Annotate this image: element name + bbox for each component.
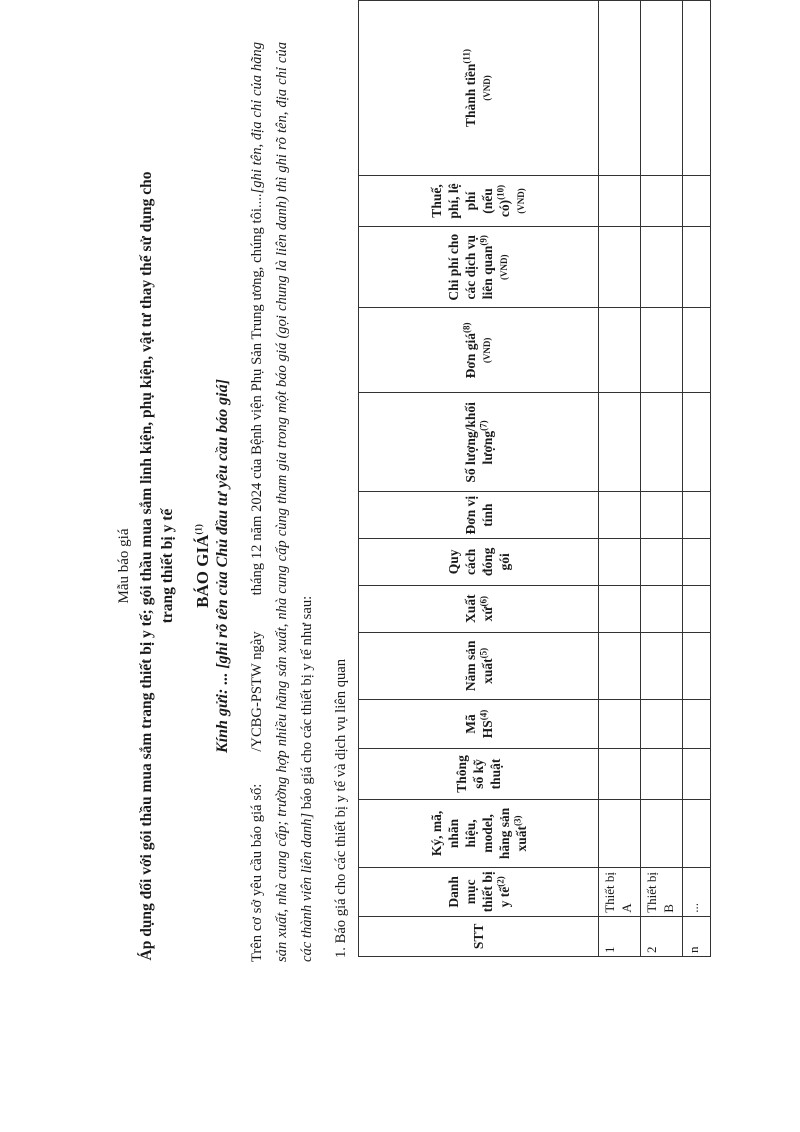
- header-total-currency: (VND): [481, 75, 492, 101]
- table-cell: [641, 748, 683, 799]
- header-taxes-fees: Thuế, phí, lệ phí (nếu có)$^{(10)}$ (VND): [359, 176, 599, 227]
- table-cell: [599, 393, 641, 492]
- table-row: [683, 1, 711, 957]
- header-quantity: Số lượng/khối lượng$^{(7)}$: [359, 393, 599, 492]
- header-specifications: Thông số kỹ thuật: [359, 748, 599, 799]
- table-cell: [599, 226, 641, 307]
- form-label: Mẫu báo giá: [116, 528, 132, 604]
- table-cell: [641, 492, 683, 539]
- table-cell: [641, 308, 683, 393]
- basis-part-5: báo giá cho các thiết bị y tế như sau:: [299, 595, 315, 810]
- header-service-cost: Chi phí cho các dịch vụ liên quan$^{(9)}$ (VND): [359, 226, 599, 307]
- table-cell: [599, 176, 641, 227]
- table-cell: [599, 1, 641, 176]
- table-cell: [683, 1, 711, 176]
- table-cell: [599, 632, 641, 700]
- row-device-name: Thiết bị A: [599, 867, 641, 916]
- basis-part-2: /YCBG-PSTW ngày: [249, 631, 265, 752]
- table-cell: [641, 538, 683, 585]
- table-cell: [599, 700, 641, 749]
- table-cell: [683, 176, 711, 227]
- table-cell: [599, 748, 641, 799]
- table-cell: [641, 226, 683, 307]
- basis-part-4: tôi....: [249, 193, 265, 224]
- table-cell: [683, 308, 711, 393]
- header-device-category: Danh mục thiết bị y tế$^{(2)}$: [359, 867, 599, 916]
- header-unit-price-currency: (VND): [481, 337, 492, 364]
- basis-part-1: Trên cơ sở yêu cầu báo giá số:: [249, 783, 265, 962]
- row-device-name: ...: [683, 867, 711, 916]
- table-cell: [641, 1, 683, 176]
- applicability-line-2: trang thiết bị y tế: [159, 508, 176, 624]
- header-origin: Xuất xứ$^{(6)}$: [359, 585, 599, 632]
- table-header-row: [359, 1, 599, 957]
- table-cell: [683, 492, 711, 539]
- header-stt: STT: [359, 916, 599, 956]
- header-unit: Đơn vị tính: [359, 492, 599, 539]
- table-cell: [683, 538, 711, 585]
- table-cell: [683, 393, 711, 492]
- table-cell: [599, 585, 641, 632]
- applicability-line-1: Áp dụng đối với gói thầu mua sắm trang thiết bị y tế; gói thầu mua sắm linh kiện, phụ kiện, vật tư thay thế sử dụng cho: [138, 171, 155, 961]
- table-cell: [641, 176, 683, 227]
- table-row: [641, 1, 683, 957]
- applicability-title: [136, 0, 178, 1132]
- table-cell: [599, 492, 641, 539]
- document-title: [193, 0, 213, 1132]
- table-cell: [599, 800, 641, 868]
- row-stt: 2: [641, 916, 683, 956]
- document-title-text: BÁO GIÁ: [193, 534, 212, 608]
- row-stt: 1: [599, 916, 641, 956]
- header-hs-code: Mã HS$^{(4)}$: [359, 700, 599, 749]
- table-cell: [599, 538, 641, 585]
- table-cell: [683, 800, 711, 868]
- quotation-table: [358, 0, 711, 957]
- table-cell: [683, 748, 711, 799]
- basis-italic-instruction: [ghi tên, địa chỉ của hãng sản xuất, nhà cung cấp; trường hợp nhiều hãng sản xuất, nhà cung cấp cùng tham gia trong một báo giá (gọi chung là liên danh) thì ghi rõ tên, địa chỉ của các thành viên liên danh]: [249, 41, 315, 962]
- row-device-name: Thiết bị B: [641, 867, 683, 916]
- table-cell: [641, 393, 683, 492]
- table-cell: [683, 700, 711, 749]
- header-service-cost-currency: (VND): [498, 254, 509, 280]
- header-brand-model: Ký, mã, nhãn hiệu, model, hãng sản xuất$^{(3)}$: [359, 800, 599, 868]
- table-cell: [683, 632, 711, 700]
- header-taxes-fees-currency: (VND): [515, 188, 526, 214]
- table-cell: [683, 226, 711, 307]
- table-cell: [599, 308, 641, 393]
- header-year-of-manufacture: Năm sản xuất$^{(5)}$: [359, 632, 599, 700]
- basis-part-3: tháng 12 năm 2024 của Bệnh viện Phụ Sản Trung ương, chúng: [249, 227, 265, 596]
- table-cell: [641, 700, 683, 749]
- table-cell: [641, 585, 683, 632]
- table-row: [599, 1, 641, 957]
- section-1-heading: 1. Báo giá cho các thiết bị y tế và dịch vụ liên quan: [333, 658, 349, 958]
- table-cell: [641, 800, 683, 868]
- header-unit-price: Đơn giá$^{(8)}$ (VND): [359, 308, 599, 393]
- table-cell: [683, 585, 711, 632]
- table-cell: [641, 632, 683, 700]
- header-total: Thành tiền$^{(11)}$ (VND): [359, 1, 599, 176]
- addressee-line: Kính gửi: ... [ghi rõ tên của Chủ đầu tư yêu cầu báo giá]: [214, 379, 231, 753]
- header-packaging: Quy cách đóng gói: [359, 538, 599, 585]
- basis-paragraph: [245, 42, 320, 962]
- row-stt: n: [683, 916, 711, 956]
- document-title-note: (1): [193, 524, 204, 535]
